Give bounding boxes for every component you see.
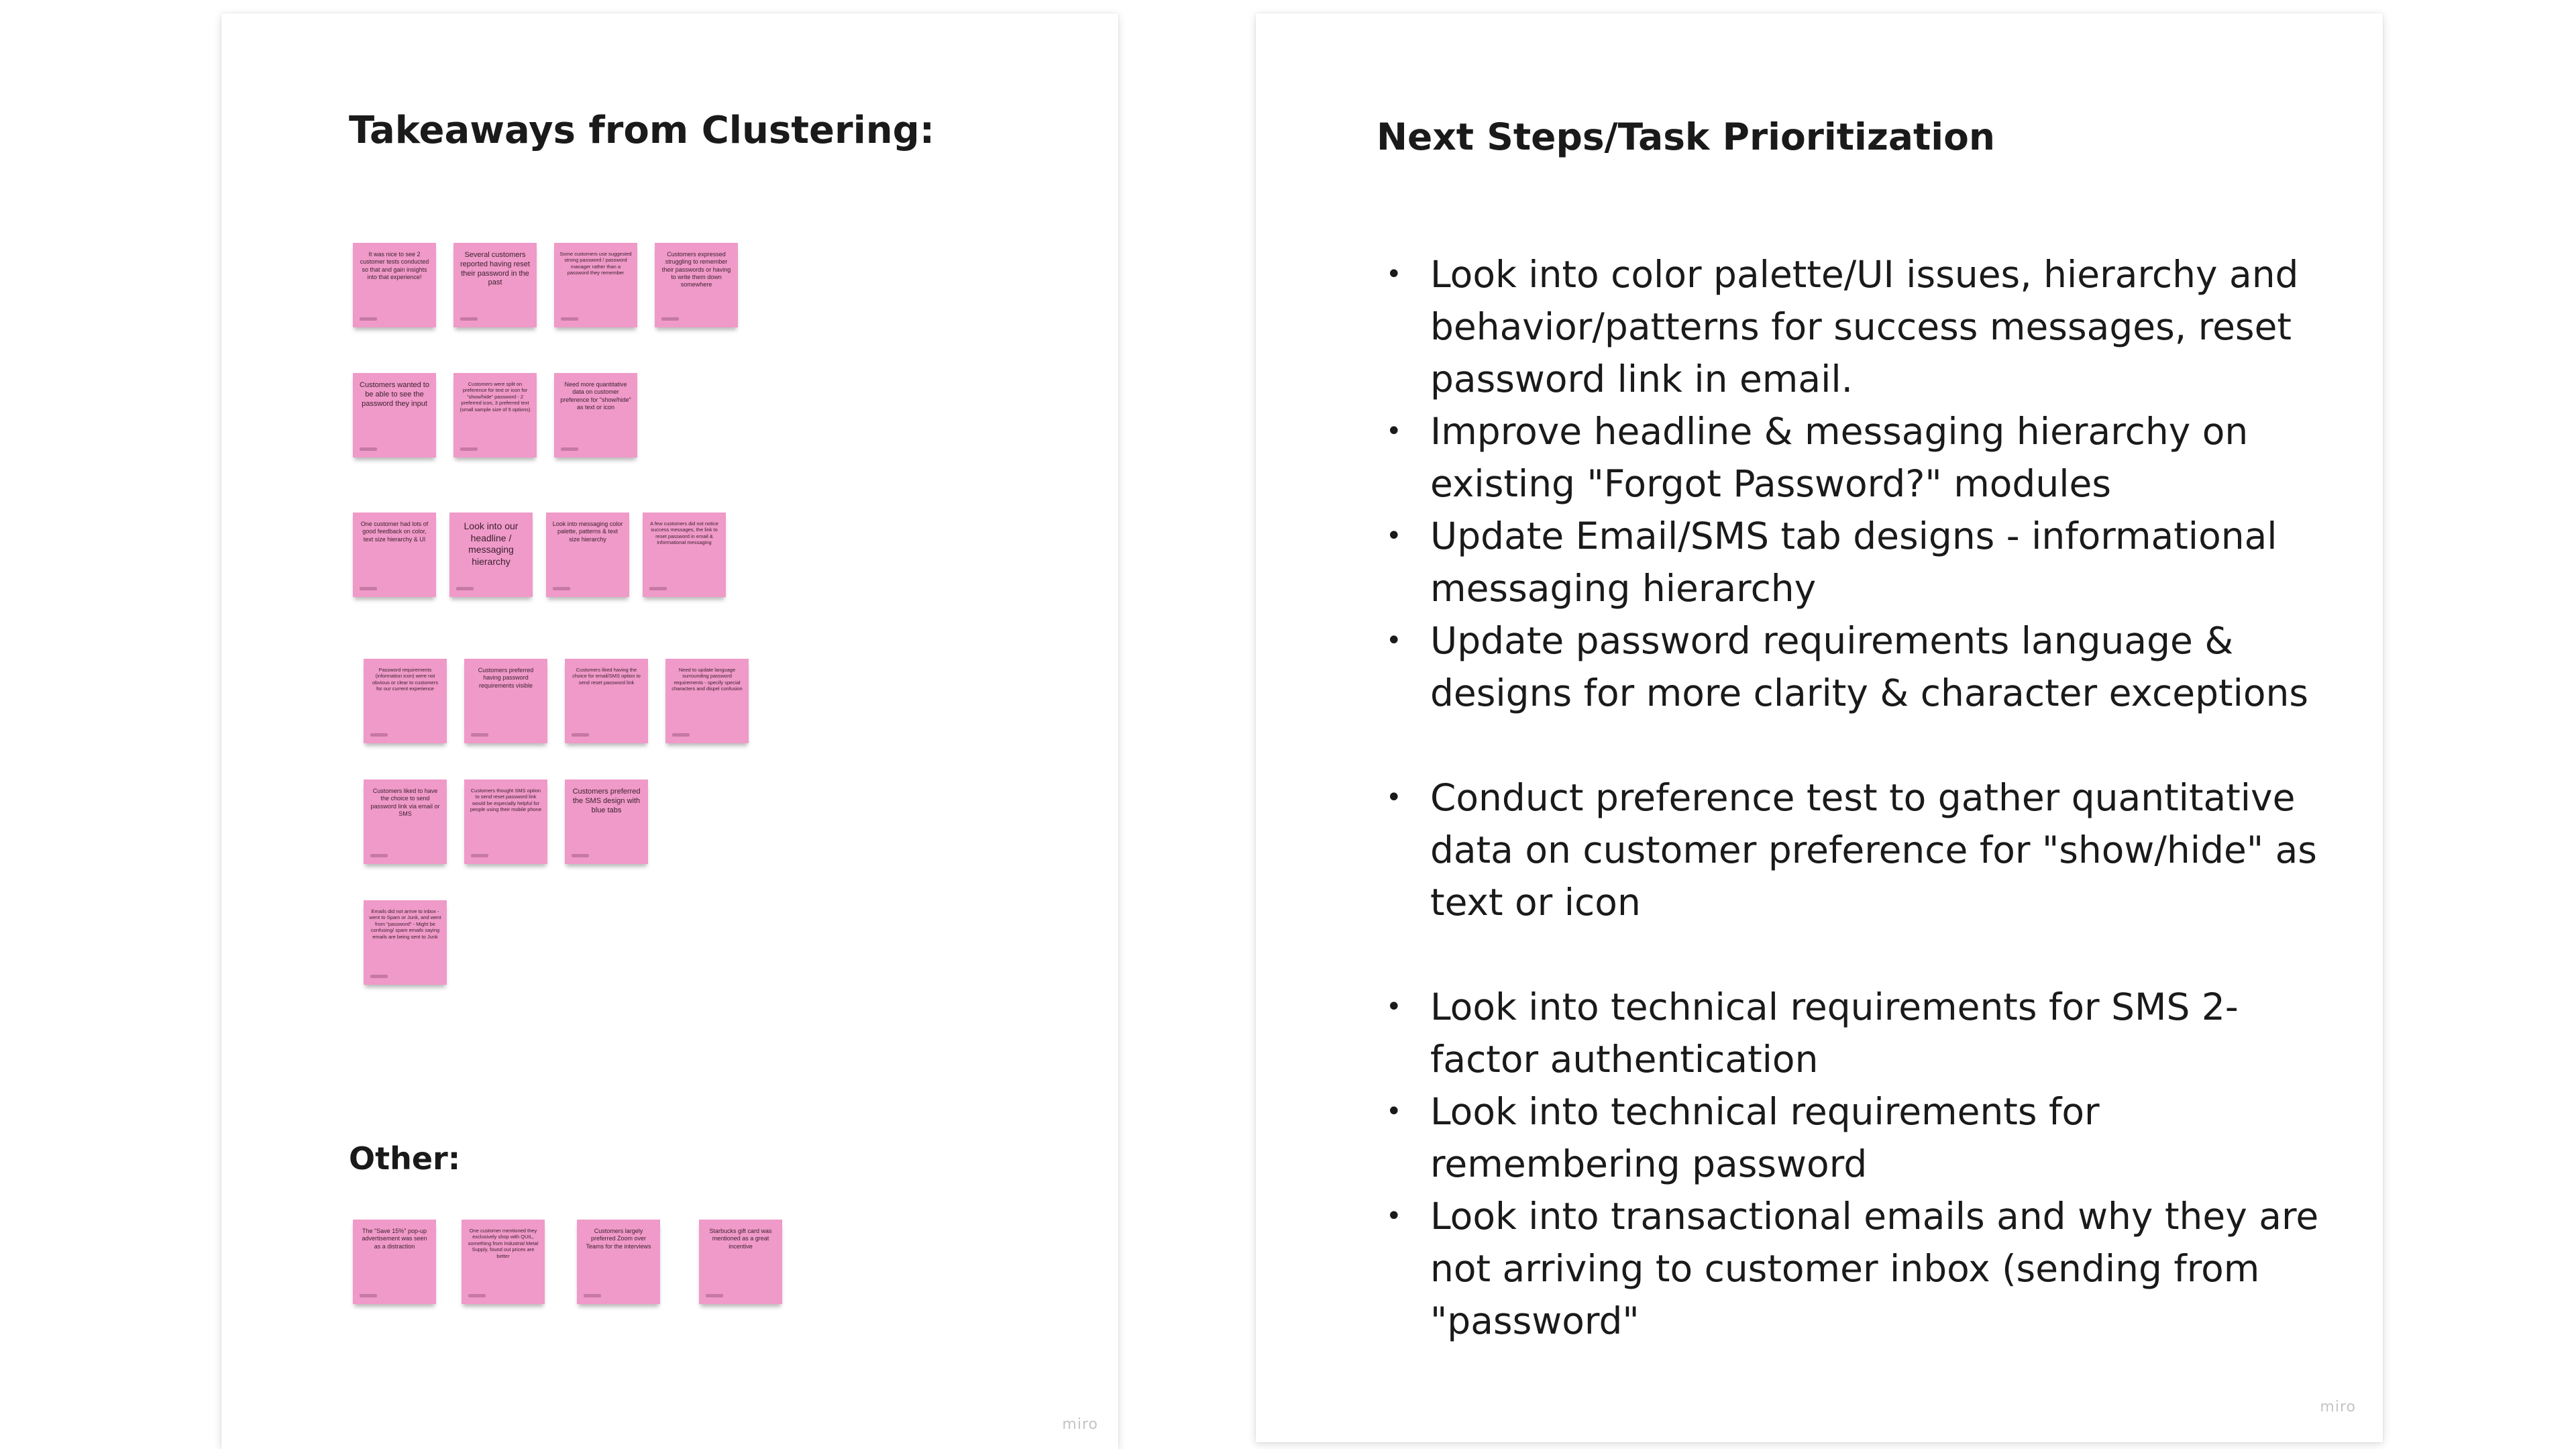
sticky-note-text: Customers wanted to be able to see the password they input: [360, 381, 429, 408]
sticky-note[interactable]: [462, 1220, 545, 1304]
sticky-note[interactable]: [464, 659, 547, 743]
sticky-note[interactable]: [464, 780, 547, 864]
sticky-author-tag: [572, 733, 589, 737]
sticky-note[interactable]: [353, 1220, 436, 1304]
sticky-note-text: Customers expressed struggling to remember their passwords or having to write them down somewhere: [661, 251, 731, 288]
task-item: [1377, 1085, 2329, 1190]
sticky-author-tag: [649, 587, 667, 590]
sticky-note-text: Customers were split on preference for text or icon for "show/hide" password - 2 preferred icon, 3 preferred text (small sample size of 5 options): [460, 381, 531, 413]
next-steps-frame[interactable]: [1256, 13, 2383, 1442]
sticky-author-tag: [468, 1294, 486, 1297]
task-text: Update password requirements language & designs for more clarity & character exceptions: [1430, 619, 2309, 714]
sticky-note[interactable]: [364, 900, 447, 985]
sticky-note-text: Customers thought SMS option to send reset password link would be especially helpful for people using their mobile phone: [470, 788, 542, 813]
sticky-note-text: Customers preferred the SMS design with blue tabs: [572, 788, 641, 814]
sticky-author-tag: [456, 587, 474, 590]
bullet-icon: •: [1386, 625, 1402, 656]
task-item: [1377, 405, 2329, 510]
clustering-title: Takeaways from Clustering:: [349, 109, 935, 152]
sticky-author-tag: [572, 854, 589, 857]
task-text: Update Email/SMS tab designs - informational messaging hierarchy: [1430, 515, 2277, 610]
sticky-note-text: One customer mentioned they exclusively shop with QUIL, something from Industrial Metal Supply, found out prices are better: [468, 1228, 539, 1259]
sticky-note-text: The "Save 15%" pop-up advertisement was seen as a distraction: [362, 1228, 427, 1250]
sticky-note-text: Look into our headline / messaging hierarchy: [464, 521, 519, 567]
task-text: Look into technical requirements for remembering password: [1430, 1090, 2100, 1185]
bullet-icon: •: [1386, 259, 1402, 290]
task-text: Conduct preference test to gather quantitative data on customer preference for "show/hide" as text or icon: [1430, 776, 2317, 924]
sticky-note-text: Emails did not arrive to inbox - went to Spam or Junk, and went from "password" - Might be confusing/ spam emails saying emails are being sent to Junk: [369, 908, 441, 940]
sticky-note[interactable]: [353, 513, 436, 597]
bullet-icon: •: [1386, 1201, 1402, 1232]
sticky-note[interactable]: [665, 659, 749, 743]
task-item: [1377, 510, 2329, 614]
sticky-note-text: Need more quantitative data on customer preference for "show/hide" as text or icon: [560, 381, 631, 411]
sticky-author-tag: [360, 1294, 377, 1297]
task-text: Improve headline & messaging hierarchy on existing "Forgot Password?" modules: [1430, 410, 2249, 505]
task-text: Look into transactional emails and why they are not arriving to customer inbox (sending from "password": [1430, 1195, 2319, 1342]
sticky-author-tag: [360, 447, 377, 451]
task-item: [1377, 1190, 2329, 1347]
bullet-icon: •: [1386, 991, 1402, 1022]
sticky-author-tag: [471, 733, 488, 737]
sticky-author-tag: [460, 447, 478, 451]
sticky-note[interactable]: [453, 243, 537, 327]
sticky-note[interactable]: [364, 659, 447, 743]
task-text: Look into color palette/UI issues, hierarchy and behavior/patterns for success messages, reset password link in email.: [1430, 253, 2299, 400]
task-item: [1377, 981, 2329, 1085]
sticky-note-text: Need to update language surrounding password requirements - specify special characters and dispel confusion: [672, 667, 743, 692]
sticky-note-text: Customers liked having the choice for email/SMS option to send reset password link: [572, 667, 641, 686]
sticky-author-tag: [584, 1294, 601, 1297]
clustering-frame[interactable]: [221, 13, 1118, 1449]
sticky-note-text: Customers preferred having password requirements visible: [478, 667, 534, 689]
sticky-author-tag: [553, 587, 570, 590]
bullet-icon: •: [1386, 416, 1402, 447]
task-list: [1377, 248, 2329, 1347]
sticky-note-text: Starbucks gift card was mentioned as a great incentive: [709, 1228, 772, 1250]
sticky-note[interactable]: [565, 780, 648, 864]
sticky-note[interactable]: [353, 243, 436, 327]
task-item: [1377, 614, 2329, 719]
sticky-note-text: A few customers did not notice success messages, the link to reset password in email & informational messaging: [650, 521, 718, 546]
sticky-note-text: Customers liked to have the choice to send password link via email or SMS: [370, 788, 440, 817]
miro-watermark: miro: [2320, 1399, 2356, 1415]
sticky-note-text: It was nice to see 2 customer tests conducted so that and gain insights into that experience!: [360, 251, 429, 280]
task-item: [1377, 771, 2329, 928]
sticky-note-text: Customers largely preferred Zoom over Teams for the interviews: [586, 1228, 651, 1250]
sticky-note-text: Several customers reported having reset their password in the past: [460, 251, 530, 287]
sticky-note[interactable]: [546, 513, 629, 597]
sticky-note-text: Password requirements (information icon) were not obvious or clear to customers for our current experience: [372, 667, 438, 692]
sticky-author-tag: [360, 317, 377, 321]
sticky-note[interactable]: [554, 373, 637, 458]
bullet-icon: •: [1386, 782, 1402, 813]
sticky-note[interactable]: [643, 513, 726, 597]
bullet-icon: •: [1386, 1096, 1402, 1127]
sticky-author-tag: [471, 854, 488, 857]
bullet-icon: •: [1386, 521, 1402, 551]
sticky-note-text: Some customers use suggested strong password / password manager rather than a password they remember: [559, 251, 632, 276]
sticky-note[interactable]: [353, 373, 436, 458]
sticky-author-tag: [360, 587, 377, 590]
sticky-note[interactable]: [565, 659, 648, 743]
miro-watermark: miro: [1062, 1416, 1098, 1433]
sticky-note[interactable]: [449, 513, 533, 597]
sticky-author-tag: [460, 317, 478, 321]
sticky-author-tag: [370, 854, 388, 857]
sticky-note[interactable]: [364, 780, 447, 864]
sticky-author-tag: [561, 317, 578, 321]
sticky-author-tag: [706, 1294, 723, 1297]
sticky-note[interactable]: [577, 1220, 660, 1304]
next-steps-title: Next Steps/Task Prioritization: [1377, 115, 1996, 158]
sticky-author-tag: [561, 447, 578, 451]
sticky-note[interactable]: [554, 243, 637, 327]
sticky-note-text: Look into messaging color palette, patterns & text size hierarchy: [552, 521, 623, 543]
sticky-author-tag: [661, 317, 679, 321]
sticky-note-text: One customer had lots of good feedback on color, text size hierarchy & UI: [360, 521, 429, 543]
sticky-note[interactable]: [655, 243, 738, 327]
sticky-author-tag: [672, 733, 690, 737]
sticky-author-tag: [370, 733, 388, 737]
task-item: [1377, 248, 2329, 405]
task-text: Look into technical requirements for SMS 2-factor authentication: [1430, 985, 2239, 1081]
sticky-note[interactable]: [699, 1220, 782, 1304]
other-title: Other:: [349, 1140, 461, 1177]
sticky-note[interactable]: [453, 373, 537, 458]
sticky-author-tag: [370, 975, 388, 978]
